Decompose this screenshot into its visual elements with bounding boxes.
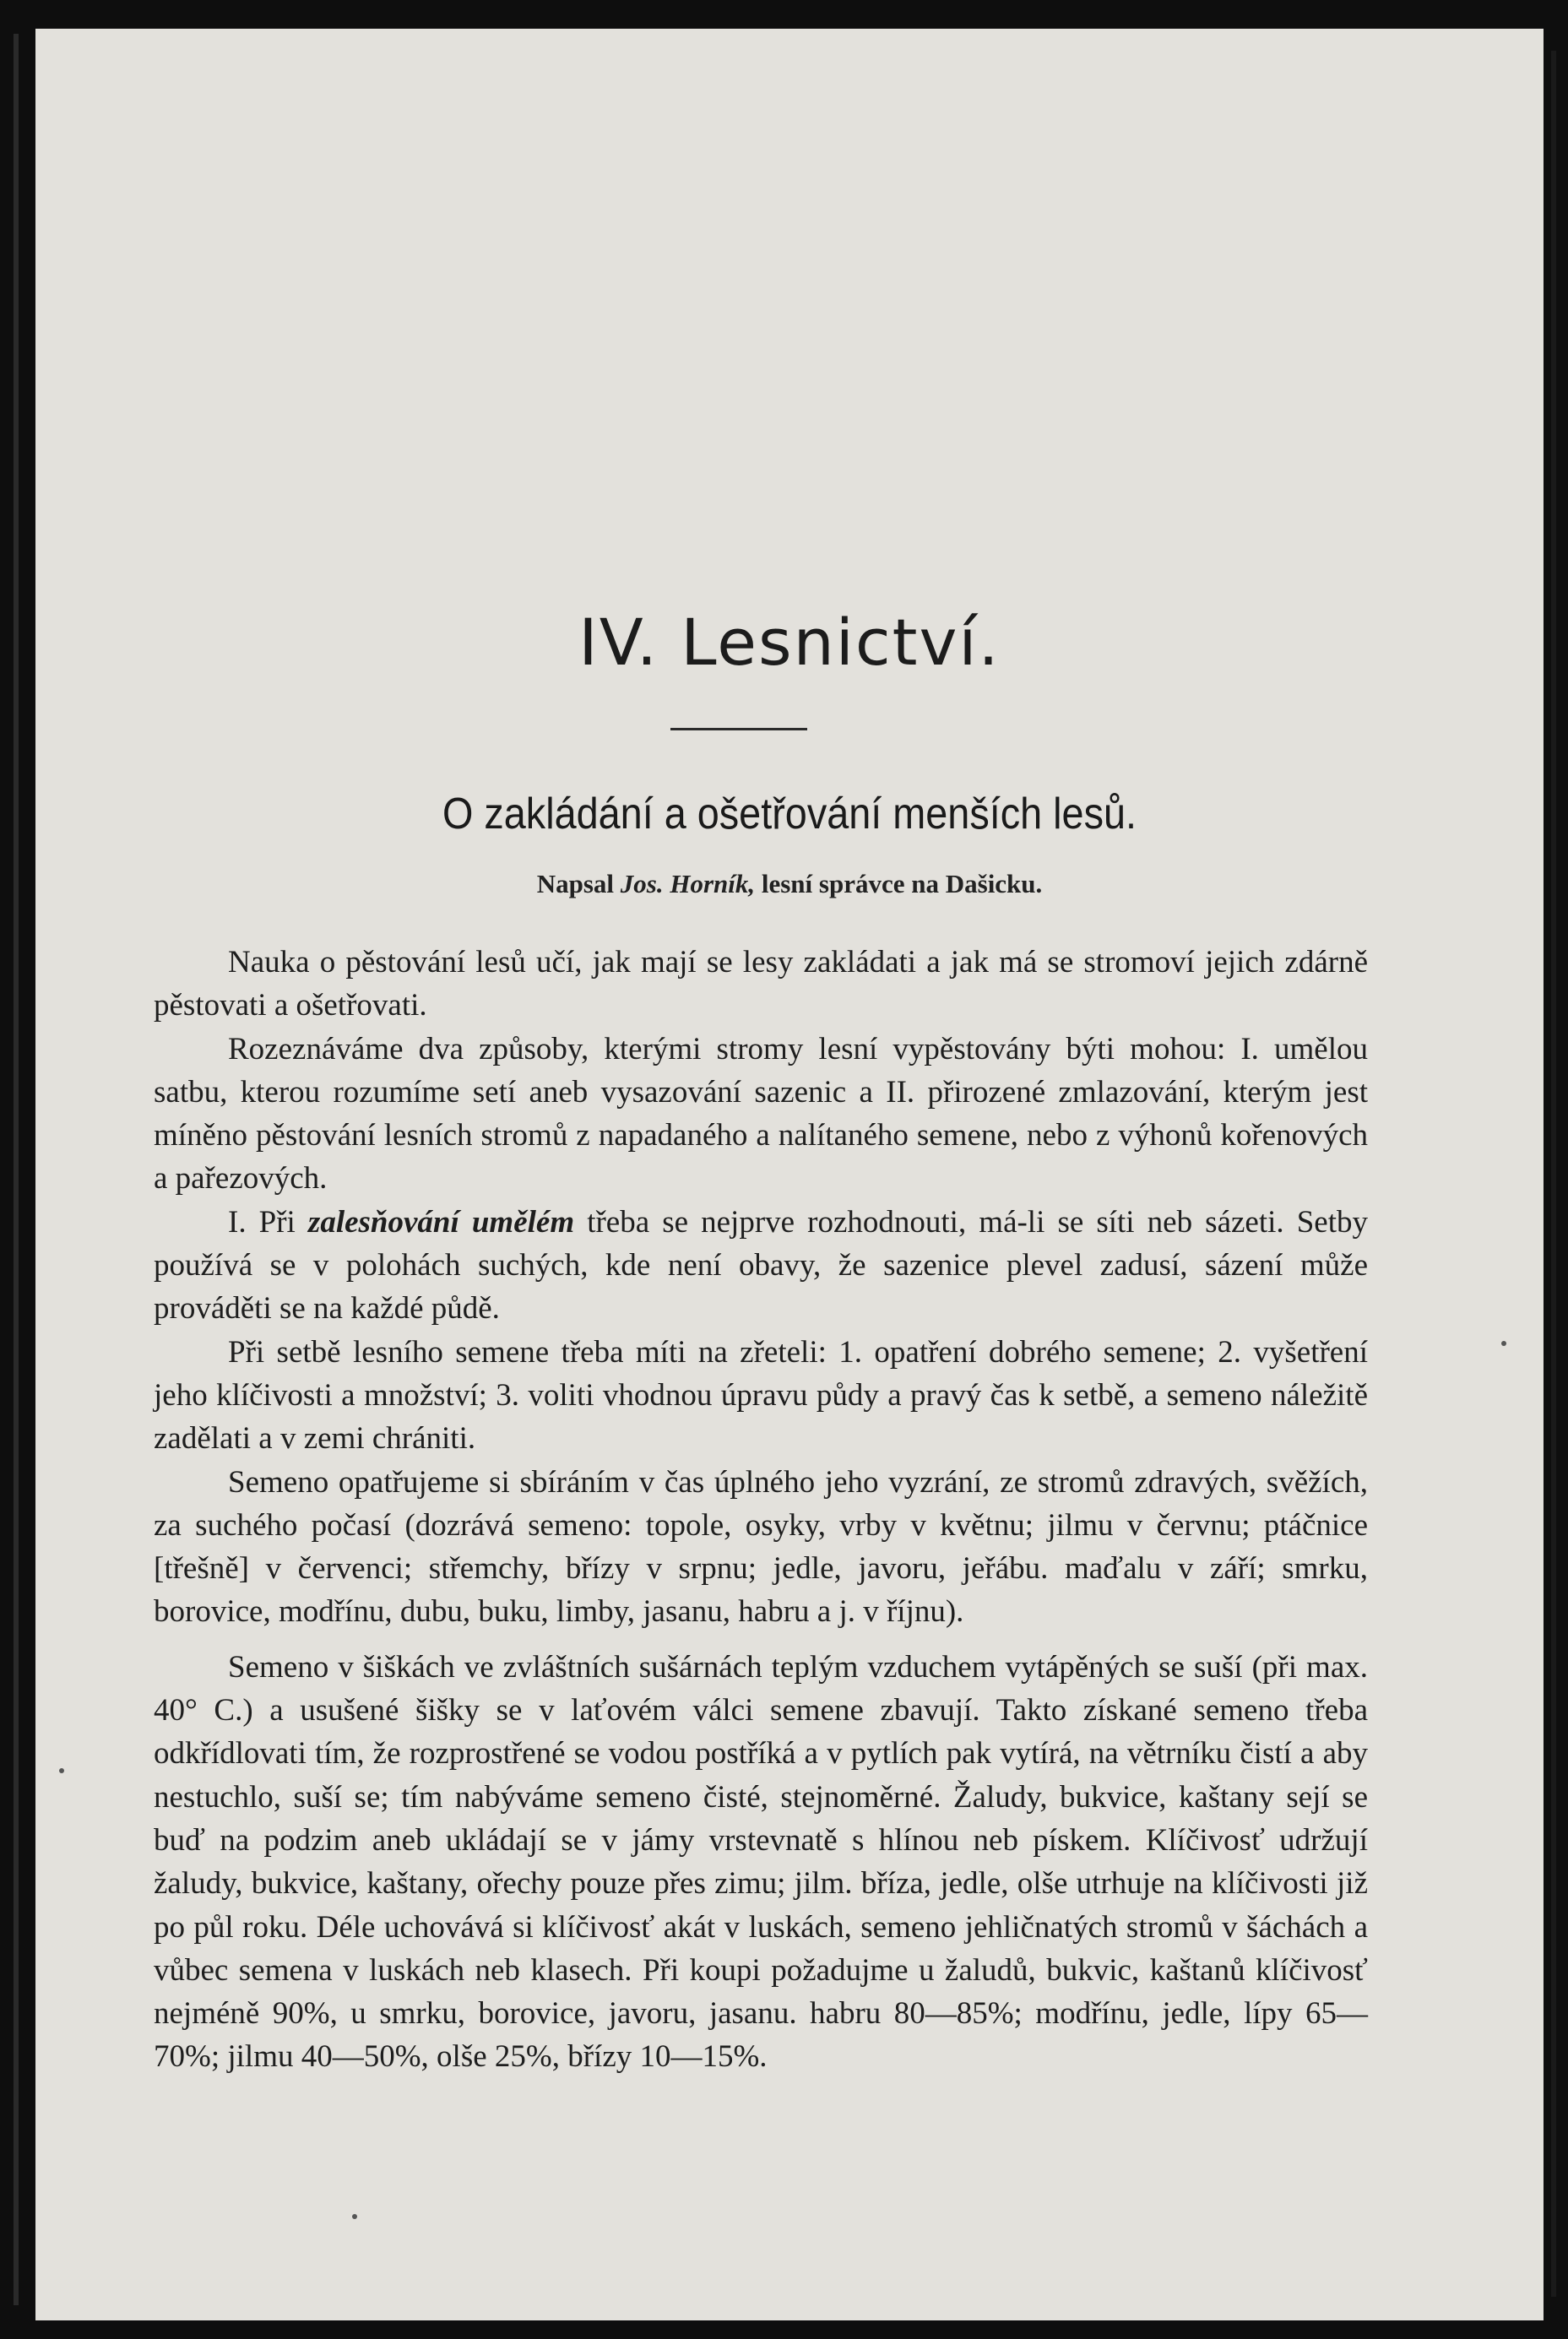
paragraph-3-emphasis: zalesňování umělém <box>307 1204 575 1240</box>
paragraph-3 <box>154 1201 1368 1331</box>
book-spine-right <box>1551 51 1556 2297</box>
paragraph-1: Nauka o pěstování lesů učí, jak mají se lesy zakládati a jak má se stromoví jejich zdárně pěstovati a ošetřovati. <box>154 945 1368 1023</box>
byline-first-name: Jos. <box>620 869 664 898</box>
article-title: O zakládání a ošetřování menších lesů. <box>442 790 1137 838</box>
paragraph-3-rest: třeba se nejprve rozhodnouti, má-li se síti neb sázeti. Setby používá se v polohách suchých, kde není obavy, že sazenice plevel zadusí, sázení může prováděti se na každé půdě. <box>154 1204 1369 1327</box>
page-speck <box>59 1768 64 1773</box>
paragraph-4: Při setbě lesního semene třeba míti na zřeteli: 1. opatření dobrého semene; 2. vyšetření jeho klíčivosti a množství; 3. voliti vhodnou úpravu půdy a pravý čas k setbě, a semeno náležitě zadělati a v zemi chrániti. <box>154 1334 1368 1457</box>
section-heading: IV. Lesnictví. <box>578 605 1001 680</box>
paragraph-2: Rozeznáváme dva způsoby, kterými stromy lesní vypěstovány býti mohou: I. umělou satbu, kterou rozumíme setí aneb vysazování sazenic a II. přirozené zmlazování, kterým jest míněno pěstování lesních stromů z napadaného a nalítaného semene, nebo z výhonů kořenových a pařezových. <box>154 1031 1368 1197</box>
paragraph-6: Semeno v šiškách ve zvláštních sušárnách teplým vzduchem vytápěných se suší (při max. 40° C.) a usušené šišky se v laťovém válci semene zbavují. Takto získané semeno třeba odkřídlovati tím, že rozprostřené se vodou postříká a v pytlích pak vytírá, na větrníku čistí a aby nestuchlo, suší se; tím nabýváme semeno čisté, stejnoměrné. Žaludy, bukvice, kaštany sejí se buď na podzim aneb ukládají se v jámy vrstevnatě s hlínou neb pískem. Klíčivosť udržují žaludy, bukvice, kaštany, ořechy pouze přes zimu; jilm. bříza, jedle, olše utrhuje na klíčivosti již po půl roku. Déle uchovává si klíčivosť akát v luskách, semeno jehličnatých stromů v šáchách a vůbec semena v luskách neb klasech. Při koupi požadujme u žaludů, bukvic, kaštanů klíčivosť nejméně 90%, u smrku, borovice, javoru, jasanu. habru 80—85%; modřínu, jedle, lípy 65—70%; jilmu 40—50%, olše 25%, břízy 10—15%. <box>154 1649 1368 2075</box>
page-speck <box>352 2214 357 2219</box>
paragraph-3-lead: I. Při <box>228 1204 308 1240</box>
byline-author: Horník, <box>670 869 756 898</box>
article-byline <box>35 869 1544 899</box>
page-speck <box>1501 1341 1506 1346</box>
article-body <box>154 941 1368 2079</box>
byline-suffix: lesní správce na Dašicku. <box>761 869 1043 898</box>
heading-divider <box>670 728 807 730</box>
book-page <box>35 29 1544 2320</box>
paragraph-5: Semeno opatřujeme si sbíráním v čas úplného jeho vyzrání, ze stromů zdravých, svěžích, za suchého počasí (dozrává semeno: topole, osyky, vrby v květnu; jilmu v červnu; ptáčnice [třešně] v červenci; střemchy, břízy v srpnu; jedle, javoru, jeřábu. maďalu v září; smrku, borovice, modřínu, dubu, buku, limby, jasanu, habru a j. v říjnu). <box>154 1464 1368 1630</box>
book-spine-left <box>14 34 19 2305</box>
byline-prefix: Napsal <box>536 869 615 898</box>
